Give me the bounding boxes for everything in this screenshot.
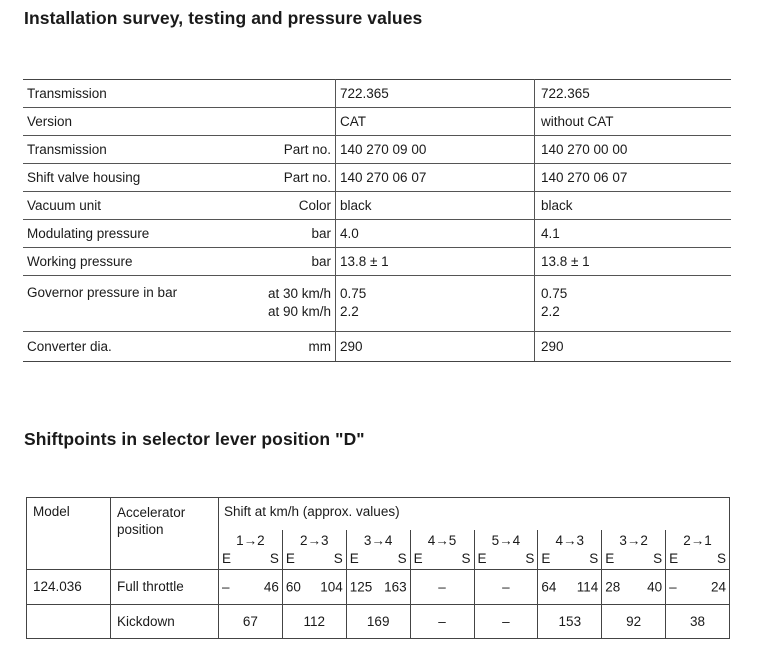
s-label: S <box>716 550 726 566</box>
value-cat: black <box>336 192 535 220</box>
row-label: Working pressure <box>23 248 263 276</box>
e-label: E <box>605 550 615 566</box>
col-accelerator-line2: position <box>117 522 164 537</box>
row-unit: Part no. <box>263 136 336 164</box>
unit-30: at 30 km/h <box>267 286 331 301</box>
shift-col <box>474 530 538 570</box>
dash-value: – <box>502 579 510 595</box>
e-label: E <box>222 550 232 566</box>
table-row <box>23 332 731 362</box>
section-title-shiftpoints: Shiftpoints in selector lever position "D" <box>24 429 365 449</box>
kickdown-value: 92 <box>602 604 666 638</box>
value-cat: CAT <box>336 108 535 136</box>
shift-value <box>666 569 730 604</box>
value-cat: 290 <box>336 332 535 362</box>
shift-value <box>282 569 346 604</box>
value-without-cat: 4.1 <box>535 220 732 248</box>
row-unit: Part no. <box>263 164 336 192</box>
value-30: 0.75 <box>340 286 367 301</box>
shift-col <box>666 530 730 570</box>
s-label: S <box>397 550 407 566</box>
page-title-installation: Installation survey, testing and pressure values <box>24 8 423 28</box>
header-row <box>27 498 730 530</box>
model-empty <box>27 604 111 638</box>
e-value: 28 <box>605 579 621 595</box>
s-value: 46 <box>263 579 279 595</box>
row-label: Vacuum unit <box>23 192 263 220</box>
table-row <box>23 108 731 136</box>
e-label: E <box>477 550 487 566</box>
s-value: 40 <box>647 579 663 595</box>
shift-value <box>346 569 410 604</box>
table-row <box>23 248 731 276</box>
shift-col <box>410 530 474 570</box>
value-cat: 140 270 09 00 <box>336 136 535 164</box>
row-label: Converter dia. <box>23 332 263 362</box>
kickdown-value: 112 <box>282 604 346 638</box>
unit-90: at 90 km/h <box>267 304 331 319</box>
value-without-cat: 140 270 06 07 <box>535 164 732 192</box>
row-label: Modulating pressure <box>23 220 263 248</box>
e-label: E <box>413 550 423 566</box>
shift-label: 4→5 <box>427 532 457 548</box>
value-30: 0.75 <box>541 286 568 301</box>
kickdown-value: – <box>410 604 474 638</box>
table-row <box>23 192 731 220</box>
e-value: 60 <box>285 579 301 595</box>
table-row-kickdown <box>27 604 730 638</box>
shift-label: 1→2 <box>236 532 265 548</box>
dash-value: – <box>438 579 446 595</box>
table-row <box>23 80 731 108</box>
shift-col <box>538 530 602 570</box>
accel-kickdown: Kickdown <box>111 604 219 638</box>
e-value: – <box>222 579 230 595</box>
value-cat: 140 270 06 07 <box>336 164 535 192</box>
s-label: S <box>269 550 279 566</box>
shift-label: 4→3 <box>555 532 585 548</box>
shift-label: 3→2 <box>619 532 648 548</box>
s-value: 114 <box>576 579 599 595</box>
kickdown-value: – <box>474 604 538 638</box>
value-without-cat: 140 270 00 00 <box>535 136 732 164</box>
col-accelerator-line1: Accelerator <box>117 505 186 520</box>
row-label: Transmission <box>23 136 263 164</box>
shift-col <box>346 530 410 570</box>
value-cat: 4.0 <box>336 220 535 248</box>
shift-col <box>219 530 283 570</box>
row-label: Governor pressure in bar <box>23 276 263 332</box>
table-row <box>23 276 731 332</box>
value-without-cat: black <box>535 192 732 220</box>
row-unit <box>263 108 336 136</box>
e-label: E <box>349 550 359 566</box>
row-unit: Color <box>263 192 336 220</box>
e-value: 64 <box>541 579 557 595</box>
s-value: 104 <box>320 579 343 595</box>
s-label: S <box>525 550 535 566</box>
value-without-cat: 13.8 ± 1 <box>535 248 732 276</box>
value-cat: 722.365 <box>336 80 535 108</box>
s-value: 24 <box>710 579 726 595</box>
value-without-cat: without CAT <box>535 108 732 136</box>
e-value: – <box>669 579 677 595</box>
shift-label: 2→1 <box>683 532 712 548</box>
shift-value <box>602 569 666 604</box>
shift-value <box>538 569 602 604</box>
kickdown-value: 169 <box>346 604 410 638</box>
e-label: E <box>669 550 679 566</box>
shift-label: 5→4 <box>491 532 521 548</box>
shift-value <box>410 569 474 604</box>
table-row-full-throttle <box>27 569 730 604</box>
model-value: 124.036 <box>27 569 111 604</box>
e-label: E <box>285 550 295 566</box>
row-unit: bar <box>263 248 336 276</box>
row-label: Shift valve housing <box>23 164 263 192</box>
s-label: S <box>589 550 599 566</box>
table-row <box>23 220 731 248</box>
value-without-cat: 722.365 <box>535 80 732 108</box>
row-unit: mm <box>263 332 336 362</box>
col-accelerator <box>111 498 219 570</box>
table-row <box>23 164 731 192</box>
e-label: E <box>541 550 551 566</box>
value-90: 2.2 <box>541 304 560 319</box>
col-shift: Shift at km/h (approx. values) <box>219 498 730 530</box>
shift-label: 3→4 <box>363 532 393 548</box>
shift-value <box>474 569 538 604</box>
e-value: 125 <box>349 579 373 595</box>
shift-col <box>282 530 346 570</box>
value-90: 2.2 <box>340 304 359 319</box>
s-label: S <box>461 550 471 566</box>
value-without-cat: 290 <box>535 332 732 362</box>
col-model: Model <box>27 498 111 570</box>
row-unit <box>263 276 336 332</box>
kickdown-value: 67 <box>219 604 283 638</box>
kickdown-value: 153 <box>538 604 602 638</box>
installation-survey-table <box>23 79 731 362</box>
row-unit <box>263 80 336 108</box>
row-label: Transmission <box>23 80 263 108</box>
value-cat: 13.8 ± 1 <box>336 248 535 276</box>
value-without-cat <box>535 276 732 332</box>
row-label: Version <box>23 108 263 136</box>
value-cat <box>336 276 535 332</box>
row-unit: bar <box>263 220 336 248</box>
s-label: S <box>333 550 343 566</box>
table-row <box>23 136 731 164</box>
kickdown-value: 38 <box>666 604 730 638</box>
shift-col <box>602 530 666 570</box>
accel-full-throttle: Full throttle <box>111 569 219 604</box>
shift-value <box>219 569 283 604</box>
shiftpoints-table <box>26 497 730 639</box>
shift-label: 2→3 <box>300 532 329 548</box>
s-value: 163 <box>384 579 407 595</box>
s-label: S <box>653 550 663 566</box>
